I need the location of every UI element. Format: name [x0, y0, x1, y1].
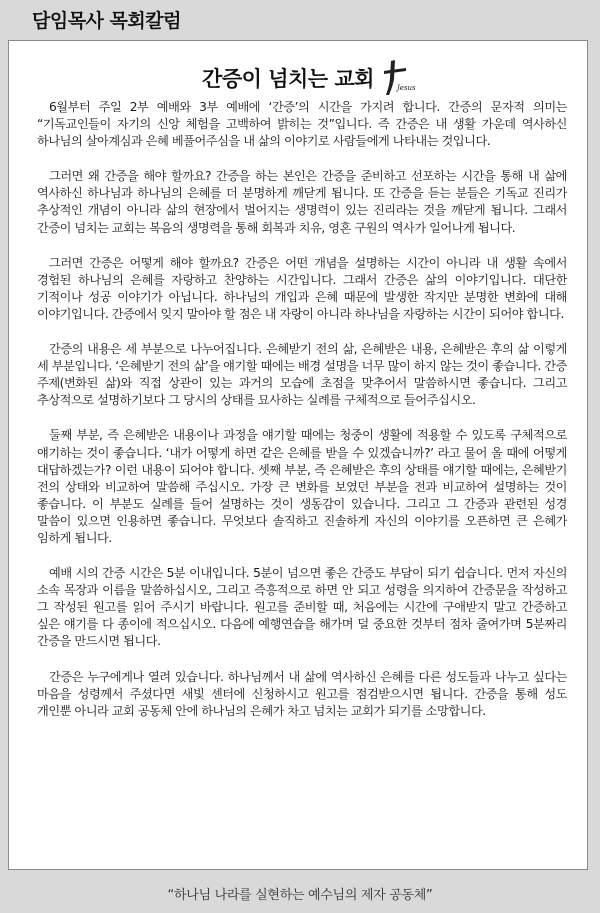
- column-header: 담임목사 목회칼럼: [32, 10, 181, 32]
- jesus-logo-text: Jesus: [397, 84, 416, 92]
- paragraph-6: 예배 시의 간증 시간은 5분 이내입니다. 5분이 넘으면 좋은 간증도 부담이 되기 쉽습니다. 먼저 자신의 소속 목장과 이름을 말씀하십시오, 그리고 즉흥적으로 하면 안 되고 성령을 의지하여 간증문을 작성하고 그 작성된 원고를 읽어 주시기 바랍니다. 원고를 준비할 때, 처음에는 시간에 구애받지 말고 간증하고 싶은 얘기를 다 종이에 적으십시오. 다음에 예행연습을 해가며 덜 중요한 것부터 점차 줄여가며 5분짜리 간증을 만드시면 됩니다.: [37, 566, 567, 649]
- paragraph-3: 그러면 간증은 어떻게 해야 할까요? 간증은 어떤 개념을 설명하는 시간이 아니라 내 생활 속에서 경험된 하나님의 은혜를 자랑하고 찬양하는 시간입니다. 그래서 간증은 삶의 이야기입니다. 대단한 기적이나 성공 이야기가 아닙니다. 하나님의 개입과 은혜 때문에 발생한 작지만 분명한 변화에 대해 이야기입니다. 간증에서 잊지 말아야 할 점은 내 자랑이 아니라 하나님을 자랑하는 시간이 되어야 합니다.: [37, 255, 567, 321]
- article-title: 간증이 넘치는 교회: [202, 67, 374, 91]
- paragraph-4: 간증의 내용은 세 부분으로 나누어집니다. 은혜받기 전의 삶, 은혜받은 내용, 은혜받은 후의 삶 이렇게 세 부분입니다. ‘은혜받기 전의 삶’을 얘기할 때에는 배경 설명을 너무 많이 하지 않는 것이 좋습니다. 간증 주제(변화된 삶)와 직접 상관이 있는 과거의 모습에 초점을 맞추어서 말씀하시면 좋습니다. 그리고 추상적으로 설명하기보다 그 당시의 상태를 묘사하는 실례를 구체적으로 들어주십시오.: [37, 342, 567, 408]
- article-body: [37, 99, 567, 738]
- paragraph-2: 그러면 왜 간증을 해야 할까요? 간증을 하는 본인은 간증을 준비하고 선포하는 시간을 통해 내 삶에 역사하신 하나님과 하나님의 은혜를 더 분명하게 깨닫게 됩니다. 또 간증을 듣는 분들은 기독교 진리가 추상적인 개념이 아니라 삶의 현장에서 벌어지는 생명력이 있는 진리라는 것을 깨닫게 됩니다. 그래서 간증이 넘치는 교회는 복음의 생명력을 통해 회복과 치유, 영혼 구원의 역사가 일어나게 됩니다.: [37, 169, 567, 235]
- paragraph-1: 6월부터 주일 2부 예배와 3부 예배에 ‘간증’의 시간을 가지려 합니다. 간증의 문자적 의미는 “기독교인들이 자기의 신앙 체험을 고백하여 밝히는 것”입니다. 즉 간증은 내 생활 가운데 역사하신 하나님의 살아계심과 은혜 베풀어주심을 내 삶의 이야기로 사람들에게 나타내는 것입니다.: [37, 100, 567, 149]
- column-panel: [8, 40, 588, 870]
- paragraph-5: 둘째 부분, 즉 은혜받은 내용이나 과정을 얘기할 때에는 청중이 생활에 적용할 수 있도록 구체적으로 얘기하는 것이 좋습니다. ‘내가 어떻게 하면 같은 은혜를 받을 수 있겠습니까?’ 라고 물어 올 때에 어떻게 대답하겠는가? 이런 내용이 되어야 합니다. 셋째 부분, 즉 은혜받은 후의 상태를 얘기할 때에는, 은혜받기 전의 상태와 비교하여 말씀해 주십시오. 가장 큰 변화를 보였던 부분을 전과 비교하여 설명하는 것이 좋습니다. 이 부분도 실례를 들어 설명하는 것이 생동감이 있습니다. 그리고 그 간증과 관련된 성경 말씀이 있으면 인용하면 좋습니다. 무엇보다 솔직하고 진솔하게 자신의 이야기를 오픈하면 큰 은혜가 임하게 됩니다.: [37, 428, 567, 545]
- church-motto: “하나님 나라를 실현하는 예수님의 제자 공동체”: [167, 888, 433, 903]
- title-row: [9, 61, 587, 101]
- jesus-cross-icon: [372, 59, 416, 97]
- paragraph-7: 간증은 누구에게나 열려 있습니다. 하나님께서 내 삶에 역사하신 은혜를 다른 성도들과 나누고 싶다는 마음을 성령께서 주셨다면 새빛 센터에 신청하시고 원고를 점검받으시면 됩니다. 간증을 통해 성도 개인뿐 아니라 교회 공동체 안에 하나님의 은혜가 차고 넘치는 교회가 되기를 소망합니다.: [37, 669, 567, 718]
